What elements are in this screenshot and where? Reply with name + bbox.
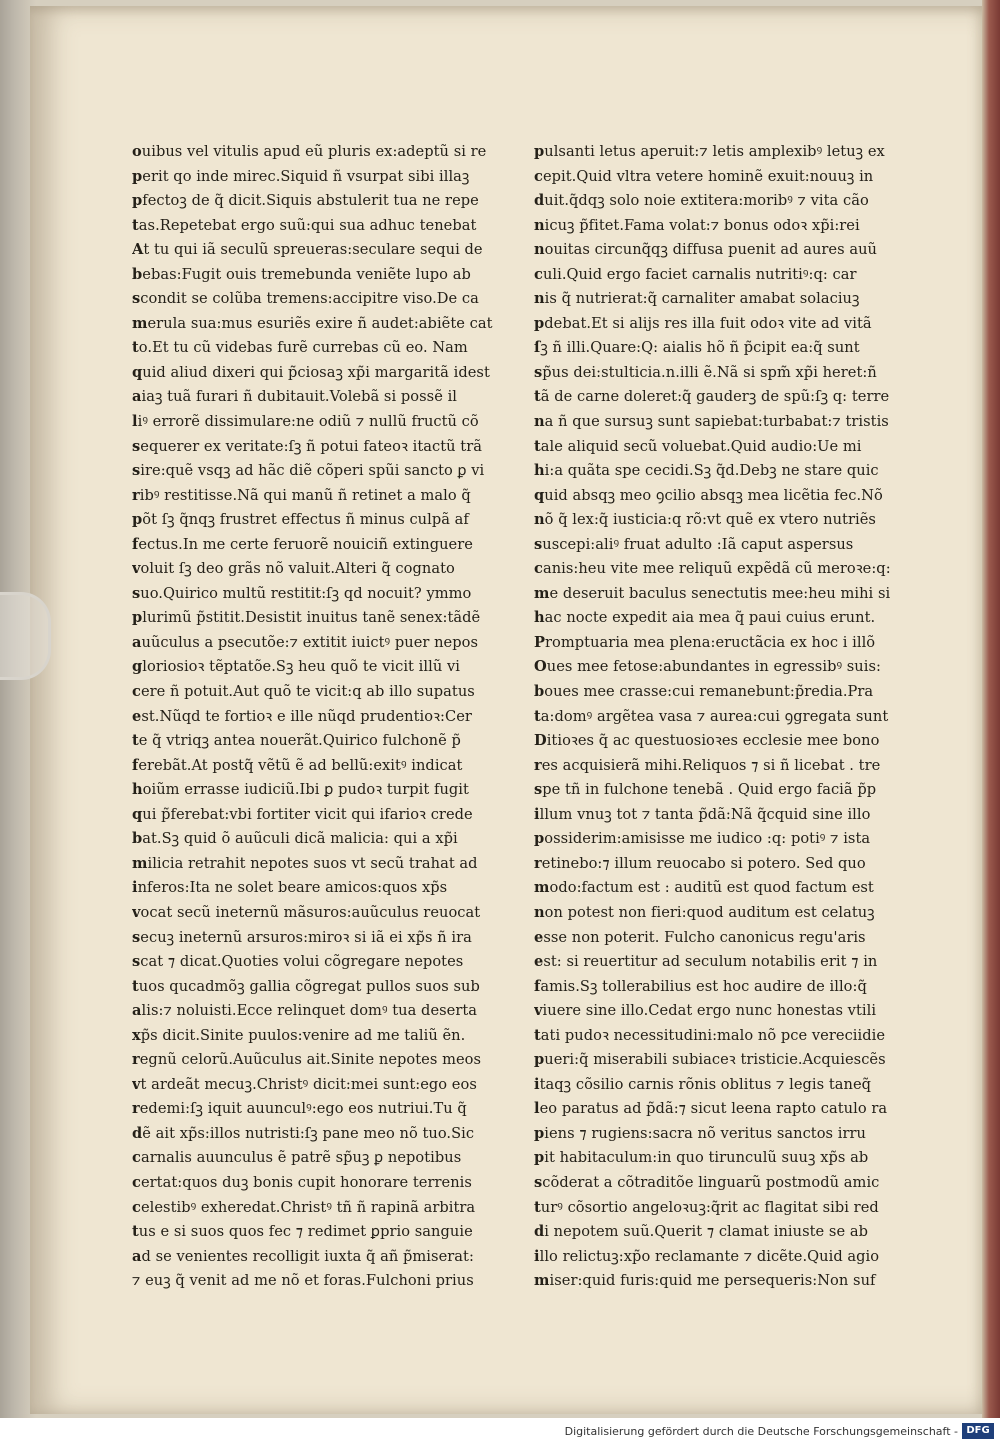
text-line: bat.Sꝫ quid õ auũculi dicã malicia: qui a xp̃i	[132, 830, 458, 848]
text-line: ferebãt.At postq̃ vẽtũ ẽ ad bellũ:exitꝰ indicat	[132, 756, 463, 774]
text-line: scat ⁊ dicat.Quoties volui cõgregare nepotes	[132, 953, 464, 971]
text-line: itaqꝫ cõsilio carnis rõnis oblitus ⁊ legis taneq̃	[534, 1075, 872, 1093]
text-line: retinebo:⁊ illum reuocabo si potero. Sed quo	[534, 854, 866, 872]
text-line: regnũ celorũ.Auũculus ait.Sinite nepotes meos	[132, 1051, 482, 1069]
text-line: liꝰ errorẽ dissimulare:ne odiũ ⁊ nullũ fructũ cõ	[132, 413, 479, 431]
footer-bar	[0, 1418, 1000, 1446]
text-line: na ñ que sursuꝫ sunt sapiebat:turbabat:⁊ tristis	[534, 413, 889, 431]
text-line: hac nocte expedit aia mea q̃ paui cuius erunt.	[534, 609, 876, 627]
text-line: scondit se colũba tremens:accipitre viso.De ca	[132, 290, 479, 308]
text-line: possiderim:amisisse me iudico :q: potiꝰ ⁊ ista	[534, 830, 871, 848]
text-line: bebas:Fugit ouis tremebunda veniẽte lupo ab	[132, 265, 471, 283]
text-line: illum vnuꝫ tot ⁊ tanta p̃dã:Nã q̃cquid sine illo	[534, 805, 871, 823]
text-line: di nepotem suũ.Querit ⁊ clamat iniuste se ab	[534, 1223, 868, 1241]
text-line: tas.Repetebat ergo suũ:qui sua adhuc tenebat	[132, 216, 477, 234]
text-line: tus e si suos quos fec ⁊ redimet ꝑprio sanguie	[132, 1223, 473, 1241]
text-line: xp̃s dicit.Sinite puulos:venire ad me taliũ ẽn.	[132, 1026, 466, 1044]
text-line: cere ñ potuit.Aut quõ te vicit:q ab illo supatus	[132, 683, 475, 701]
text-line: scõderat a cõtraditõe linguarũ postmodũ amic	[534, 1173, 880, 1191]
text-line: pdebat.Et si alijs res illa fuit odoꝛ vite ad vitã	[534, 314, 872, 332]
text-line: auũculus a psecutõe:⁊ extitit iuictꝰ puer nepos	[132, 633, 479, 651]
text-line: milicia retrahit nepotes suos vt secũ trahat ad	[132, 854, 478, 872]
text-line: te q̃ vtriqꝫ antea nouerãt.Quirico fulchonẽ p̃	[132, 732, 461, 750]
text-line: dẽ ait xp̃s:illos nutristi:ſꝫ pane meo nõ tuo.Sic	[132, 1124, 475, 1142]
text-line: spe tñ in fulchone tenebã . Quid ergo faciã p̃p	[534, 781, 877, 799]
text-line: esse non poterit. Fulcho canonicus regu'aris	[534, 928, 866, 946]
text-line: suscepi:aliꝰ fruat adulto :Iã caput aspersus	[534, 535, 854, 553]
text-line: famis.Sꝫ tollerabilius est hoc audire de illo:q̃	[534, 977, 867, 995]
text-line: tã de carne doleret:q̃ gauderꝫ de spũ:ſꝫ q: terre	[534, 388, 890, 406]
text-line: secuꝫ ineternũ arsuros:miroꝛ si iã ei xp̃s ñ ira	[132, 928, 472, 946]
text-line: me deseruit baculus senectutis mee:heu mihi si	[534, 584, 891, 602]
text-line: tuos qucadmõꝫ gallia cõgregat pullos suos sub	[132, 977, 480, 995]
text-line: At tu qui iã seculũ spreueras:seculare sequi de	[132, 241, 483, 259]
text-line: piens ⁊ rugiens:sacra nõ veritus sanctos irru	[534, 1124, 866, 1142]
text-line: non potest non fieri:quod auditum est celatuꝫ	[534, 903, 875, 921]
text-line: pfectoꝫ de q̃ dicit.Siquis abstulerit tua ne repe	[132, 192, 479, 210]
text-line: aiaꝫ tuã furari ñ dubitauit.Volebã si possẽ il	[132, 388, 457, 406]
text-line: tati pudoꝛ necessitudini:malo nõ pce vereciidie	[534, 1026, 886, 1044]
text-line: sp̃us dei:stulticia.n.illi ẽ.Nã si spm̃ xp̃i heret:ñ	[534, 363, 877, 381]
text-line: qui p̃ferebat:vbi fortiter vicit qui ifarioꝛ crede	[132, 805, 473, 823]
text-line: merula sua:mus esuriẽs exire ñ audet:abiẽte cat	[132, 314, 493, 332]
text-line: suo.Quirico multũ restitit:ſꝫ qd nocuit? ymmo	[132, 584, 472, 602]
text-line: põt ſꝫ q̃nqꝫ frustret effectus ñ minus culpã af	[132, 511, 469, 529]
text-line: ta:domꝰ argẽtea vasa ⁊ aurea:cui ꝯgregata sunt	[534, 707, 889, 725]
text-line: ouibus vel vitulis apud eũ pluris ex:adeptũ si re	[132, 143, 487, 160]
text-line: alis:⁊ noluisti.Ecce relinquet domꝰ tua deserta	[132, 1002, 478, 1020]
text-line: tale aliquid secũ voluebat.Quid audio:Ue mi	[534, 437, 862, 455]
text-line: Promptuaria mea plena:eructãcia ex hoc i illõ	[534, 633, 876, 651]
text-line: duit.q̃dqꝫ solo noie extitera:moribꝰ ⁊ vita cão	[534, 192, 869, 210]
binding-edge	[982, 0, 1000, 1418]
text-line: viuere sine illo.Cedat ergo nunc honestas vtili	[534, 1002, 877, 1020]
text-line: nis q̃ nutrierat:q̃ carnaliter amabat solaciuꝫ	[534, 290, 860, 308]
text-line: boues mee crasse:cui remanebunt:p̃redia.Pra	[534, 683, 874, 701]
text-line: perit qo inde mirec.Siquid ñ vsurpat sibi illaꝫ	[132, 167, 470, 185]
text-line: carnalis auunculus ẽ patrẽ sp̃uꝫ ꝑ nepotibus	[132, 1149, 462, 1167]
text-line: leo paratus ad p̃dã:⁊ sicut leena rapto catulo ra	[534, 1100, 888, 1118]
text-line: quid absqꝫ meo ꝯcilio absqꝫ mea licẽtia fec.Nõ	[534, 486, 883, 504]
text-line: pueri:q̃ miserabili subiaceꝛ tristicie.Acquiescẽs	[534, 1051, 886, 1069]
text-line: ſꝫ ñ illi.Quare:Q: aialis hõ ñ p̃cipit ea:q̃ sunt	[534, 339, 860, 357]
page-clip	[0, 592, 51, 680]
text-line: res acquisierã mihi.Reliquos ⁊ si ñ licebat . tre	[534, 756, 881, 774]
text-line: turꝰ cõsortio angeloꝛuꝫ:q̃rit ac flagitat sibi red	[534, 1198, 879, 1216]
text-line: redemi:ſꝫ iquit auunculꝰ:ego eos nutriui.Tu q̃	[132, 1100, 467, 1118]
text-line: nouitas circunq̃qꝫ diffusa puenit ad aures auũ	[534, 241, 877, 259]
text-line: plurimũ p̃stitit.Desistit inuitus tanẽ senex:tãdẽ	[132, 609, 481, 627]
text-line: nicuꝫ p̃fitet.Fama volat:⁊ bonus odoꝛ xp̃i:rei	[534, 216, 860, 234]
text-line: hi:a quãta spe cecidi.Sꝫ q̃d.Debꝫ ne stare quic	[534, 462, 879, 480]
text-line: sequerer ex veritate:ſꝫ ñ potui fateoꝛ itactũ trã	[132, 437, 482, 455]
text-line: est.Nũqd te fortioꝛ e ille nũqd prudentioꝛ:Cer	[132, 707, 472, 725]
text-line: ad se venientes recolligit iuxta q̃ añ p̃miserat:	[132, 1247, 474, 1265]
text-line: celestibꝰ exheredat.Christꝰ tñ ñ rapinã arbitra	[132, 1198, 476, 1216]
text-line: nõ q̃ lex:q̃ iusticia:q rõ:vt quẽ ex vtero nutriẽs	[534, 511, 876, 529]
text-line: miser:quid furis:quid me persequeris:Non suf	[534, 1272, 876, 1290]
text-line: gloriosioꝛ tẽptatõe.Sꝫ heu quõ te vicit illũ vi	[132, 658, 460, 676]
funding-credit: Digitalisierung gefördert durch die Deutsche Forschungsgemeinschaft -	[564, 1425, 958, 1438]
text-line: hoiũm errasse iudiciũ.Ibi ꝑ pudoꝛ turpit fugit	[132, 781, 469, 799]
text-line: vocat secũ ineternũ mãsuros:auũculus reuocat	[132, 903, 481, 921]
text-line: fectus.In me certe feruorẽ nouiciñ extinguere	[132, 535, 473, 553]
text-line: ⁊ euꝫ q̃ venit ad me nõ et foras.Fulchoni prius	[132, 1272, 474, 1290]
text-line: inferos:Ita ne solet beare amicos:quos xp̃s	[132, 879, 448, 897]
text-line: vt ardeãt mecuꝫ.Christꝰ dicit:mei sunt:ego eos	[132, 1075, 477, 1093]
text-line: Oues mee fetose:abundantes in egressibꝰ suis:	[534, 658, 881, 676]
text-line: pit habitaculum:in quo tirunculũ suuꝫ xp̃s ab	[534, 1149, 869, 1167]
text-line: cepit.Quid vltra vetere hominẽ exuit:nouuꝫ in	[534, 167, 874, 185]
text-line: illo relictuꝫ:xp̃o reclamante ⁊ dicẽte.Quid agio	[534, 1247, 880, 1265]
text-line: to.Et tu cũ videbas furẽ currebas cũ eo. Nam	[132, 339, 468, 357]
text-line: culi.Quid ergo faciet carnalis nutritiꝰ:q: car	[534, 265, 857, 283]
text-line: certat:quos duꝫ bonis cupit honorare terrenis	[132, 1173, 472, 1191]
dfg-logo: DFG	[962, 1423, 994, 1439]
text-line: Ditioꝛes q̃ ac questuosioꝛes ecclesie mee bono	[534, 732, 880, 750]
left-text-column	[132, 140, 522, 1294]
text-line: sire:quẽ vsqꝫ ad hãc diẽ cõperi spũi sancto ꝑ vi	[132, 462, 485, 480]
text-line: est: si reuertitur ad seculum notabilis erit ⁊ in	[534, 953, 878, 971]
text-line: ribꝰ restitisse.Nã qui manũ ñ retinet a malo q̃	[132, 486, 471, 504]
text-line: voluit ſꝫ deo grãs nõ valuit.Alteri q̃ cognato	[132, 560, 455, 578]
text-line: modo:factum est : auditũ est quod factum est	[534, 879, 874, 897]
text-line: quid aliud dixeri qui p̃ciosaꝫ xp̃i margaritã idest	[132, 363, 490, 381]
text-line: pulsanti letus aperuit:⁊ letis amplexibꝰ letuꝫ ex	[534, 143, 885, 160]
right-text-column	[534, 140, 914, 1294]
text-line: canis:heu vite mee reliquũ expẽdã cũ meroꝛe:q:	[534, 560, 891, 578]
